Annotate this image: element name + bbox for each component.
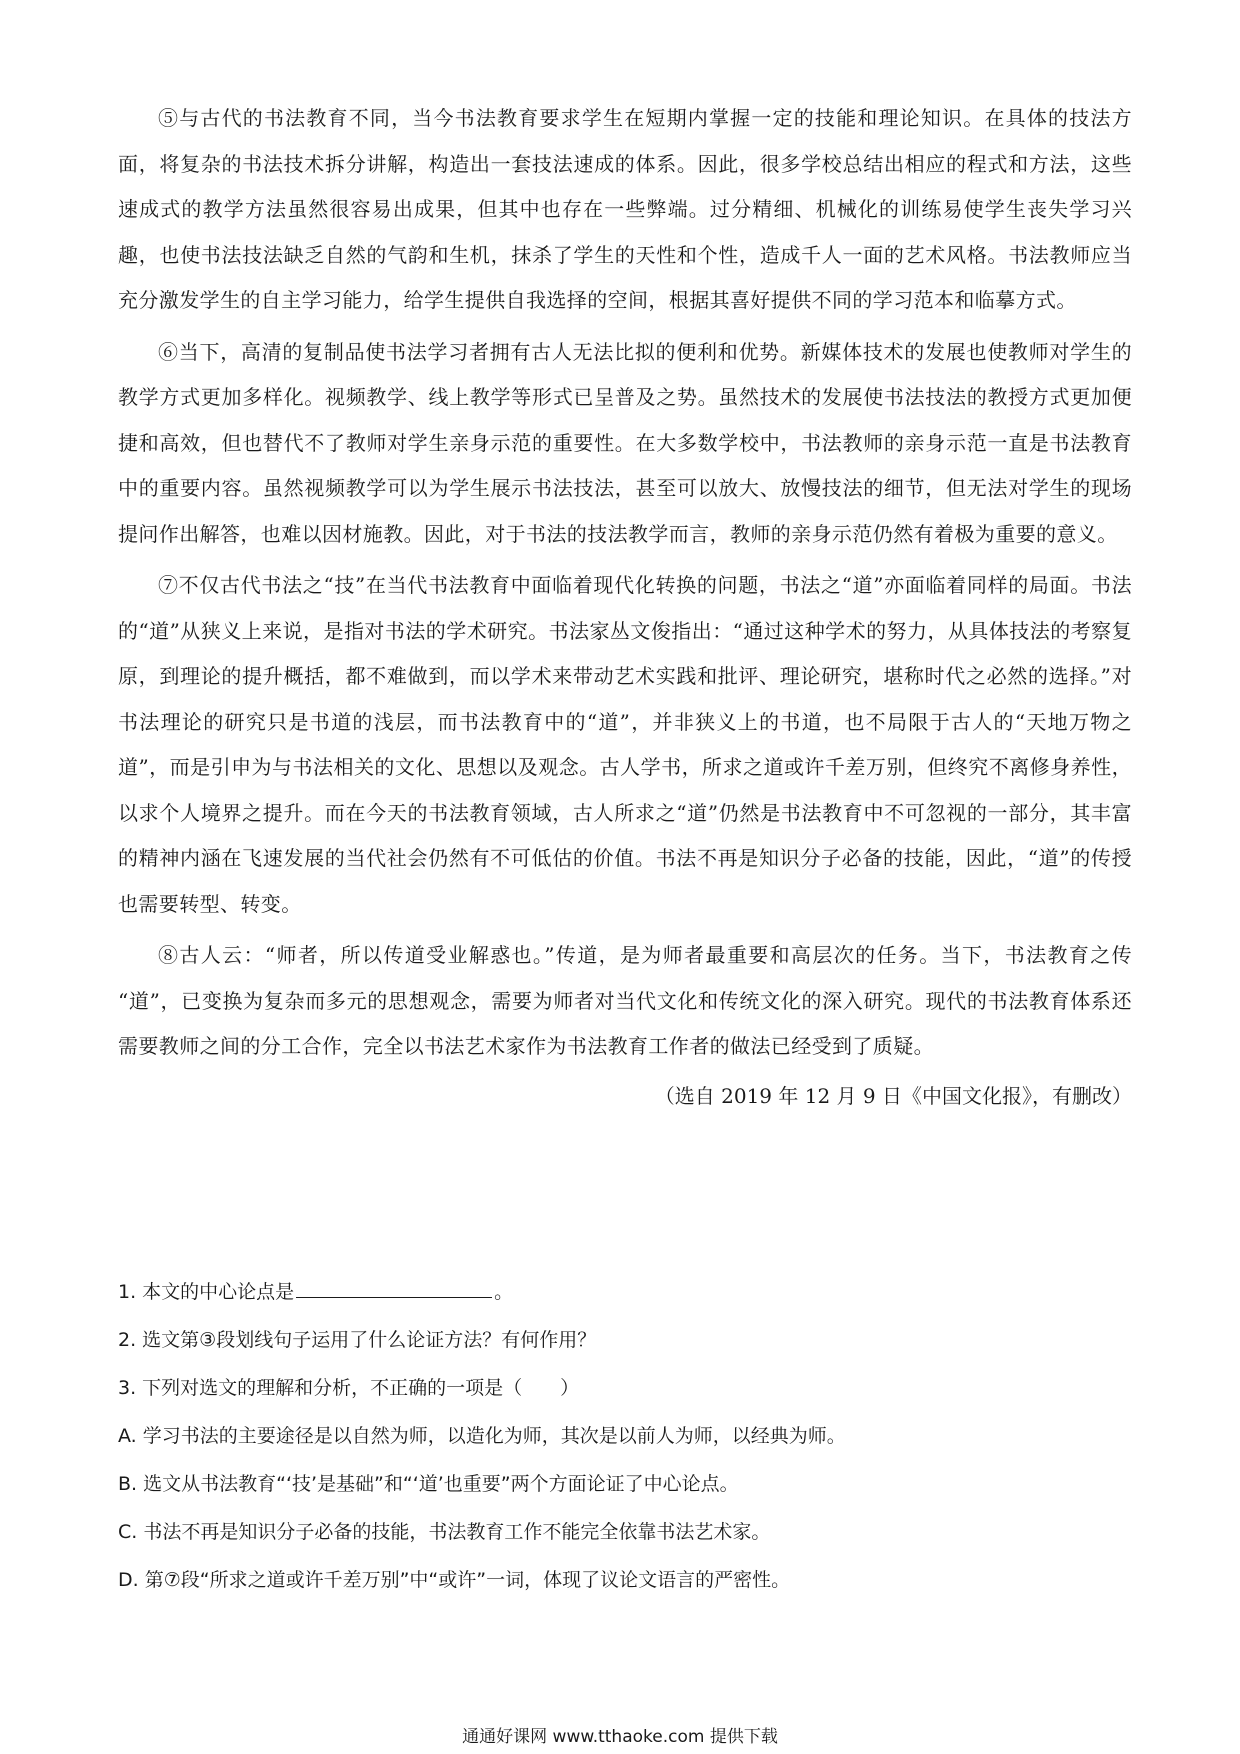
question-1: [118, 1268, 1132, 1316]
option-a: A. 学习书法的主要途径是以自然为师，以造化为师，其次是以前人为师，以经典为师。: [118, 1425, 846, 1447]
option-b: B. 选文从书法教育“‘技’是基础”和“‘道’也重要”两个方面论证了中心论点。: [118, 1473, 739, 1495]
paragraph-6: ⑥当下，高清的复制品使书法学习者拥有古人无法比拟的便利和优势。新媒体技术的发展也使教师对学生的教学方式更加多样化。视频教学、线上教学等形式已呈普及之势。虽然技术的发展使书法技法的教授方式更加便捷和高效，但也替代不了教师对学生亲身示范的重要性。在大多数学校中，书法教师的亲身示范一直是书法教育中的重要内容。虽然视频教学可以为学生展示书法技法，甚至可以放大、放慢技法的细节，但无法对学生的现场提问作出解答，也难以因材施教。因此，对于书法的技法教学而言，教师的亲身示范仍然有着极为重要的意义。: [118, 339, 1132, 546]
answer-blank[interactable]: [296, 1275, 492, 1298]
question-2: 2. 选文第③段划线句子运用了什么论证方法？有何作用？: [118, 1329, 597, 1351]
option-d: D. 第⑦段“所求之道或许千差万别”中“或许”一词，体现了议论文语言的严密性。: [118, 1569, 791, 1591]
option-c: C. 书法不再是知识分子必备的技能，书法教育工作不能完全依靠书法艺术家。: [118, 1521, 771, 1543]
paragraph-8: ⑧古人云：“师者，所以传道受业解惑也。”传道，是为师者最重要和高层次的任务。当下，书法教育之传 “道”，已变换为复杂而多元的思想观念，需要为师者对当代文化和传统文化的深入研究。现代的书法教育体系还需要教师之间的分工合作，完全以书法艺术家作为书法教育工作者的做法已经受到了质疑。: [118, 943, 1132, 1058]
source-citation: （选自 2019 年 12 月 9 日《中国文化报》，有删改）: [654, 1083, 1132, 1108]
paragraph-5: ⑤与古代的书法教育不同，当今书法教育要求学生在短期内掌握一定的技能和理论知识。在具体的技法方面，将复杂的书法技术拆分讲解，构造出一套技法速成的体系。因此，很多学校总结出相应的程式和方法，这些速成式的教学方法虽然很容易出成果，但其中也存在一些弊端。过分精细、机械化的训练易使学生丧失学习兴趣，也使书法技法缺乏自然的气韵和生机，抹杀了学生的天性和个性，造成千人一面的艺术风格。书法教师应当充分激发学生的自主学习能力，给学生提供自我选择的空间，根据其喜好提供不同的学习范本和临摹方式。: [118, 106, 1132, 312]
question-3: 3. 下列对选文的理解和分析，不正确的一项是（ ）: [118, 1377, 580, 1399]
paragraph-7: ⑦不仅古代书法之“技”在当代书法教育中面临着现代化转换的问题，书法之“道”亦面临着同样的局面。书法的“道”从狭义上来说，是指对书法的学术研究。书法家丛文俊指出：“通过这种学术的努力，从具体技法的考察复原，到理论的提升概括，都不难做到，而以学术来带动艺术实践和批评、理论研究，堪称时代之必然的选择。”对书法理论的研究只是书道的浅层，而书法教育中的“道”，并非狭义上的书道，也不局限于古人的“天地万物之道”，而是引申为与书法相关的文化、思想以及观念。古人学书，所求之道或许千差万别，但终究不离修身养性，以求个人境界之提升。而在今天的书法教育领域，古人所求之“道”仍然是书法教育中不可忽视的一部分，其丰富的精神内涵在飞速发展的当代社会仍然有不可低估的价值。书法不再是知识分子必备的技能，因此，“道”的传授也需要转型、转变。: [118, 573, 1132, 916]
questions-section: [118, 1268, 1132, 1604]
passage: [118, 96, 1132, 1116]
question-1-text: 1. 本文的中心论点是: [118, 1281, 295, 1303]
question-1-end: 。: [494, 1281, 514, 1303]
footer-credit: 通通好课网 www.tthaoke.com 提供下载: [462, 1727, 778, 1747]
